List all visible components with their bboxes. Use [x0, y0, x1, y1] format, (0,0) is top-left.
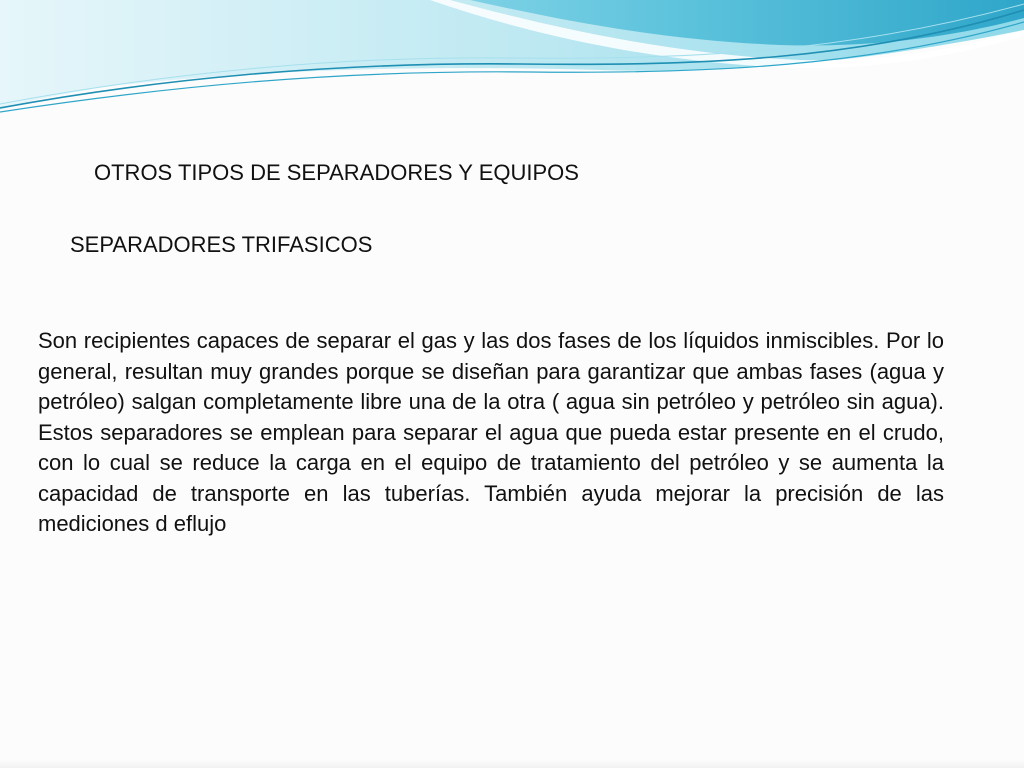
slide-subtitle: SEPARADORES TRIFASICOS	[70, 232, 373, 257]
bottom-border	[0, 760, 1024, 768]
slide-title: OTROS TIPOS DE SEPARADORES Y EQUIPOS	[94, 160, 579, 185]
wave-header-decoration	[0, 0, 1024, 120]
body-paragraph: Son recipientes capaces de separar el gas y las dos fases de los líquidos inmiscibles. Por lo general, resultan muy grandes porque se diseñan para garantizar que ambas fases (agua y petróleo) salgan completamente libre una de la otra ( agua sin petróleo y petróleo sin agua). Estos separadores se emplean para separar el agua que pueda estar presente en el crudo, con lo cual se reduce la carga en el equipo de tratamiento del petróleo y se aumenta la capacidad de transporte en las tuberías. También ayuda mejorar la precisión de las mediciones d eflujo	[38, 328, 944, 536]
